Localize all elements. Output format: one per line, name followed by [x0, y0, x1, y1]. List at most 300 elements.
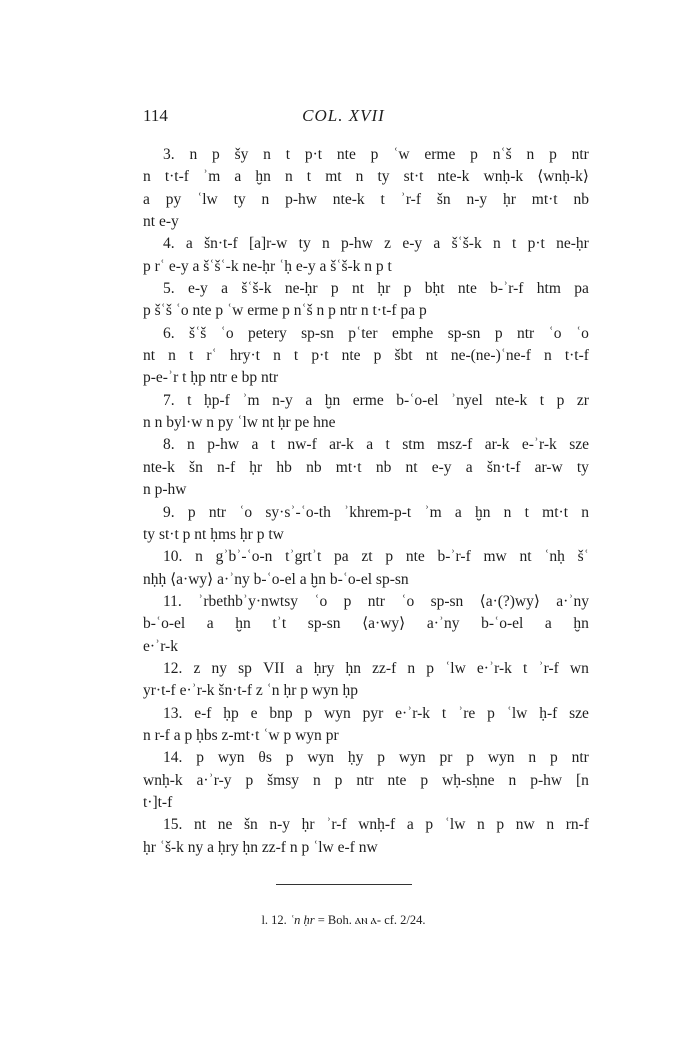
word: p — [470, 146, 478, 163]
word: e·ʾr-k — [476, 659, 512, 677]
word: n — [543, 347, 552, 365]
word: e·ʾr-k — [179, 682, 215, 700]
word: erme — [424, 146, 456, 163]
word: t — [524, 503, 529, 521]
paragraph-start-line — [143, 546, 589, 568]
word: šbt — [394, 347, 413, 365]
running-head: COL. XVII — [302, 106, 385, 125]
word: ar-w — [534, 458, 563, 476]
word: wnḥ-k — [143, 771, 183, 789]
word: p — [285, 749, 294, 767]
word: n — [360, 302, 369, 320]
word: [a]r-w — [248, 235, 288, 253]
word: ḥy — [347, 749, 364, 767]
word: ḥbs — [196, 726, 218, 744]
word: ntr — [208, 503, 227, 521]
word: n — [189, 146, 198, 163]
word: a·ʾr-y — [196, 771, 232, 789]
word: ʿlw — [237, 414, 258, 432]
paragraph-start-line — [143, 323, 589, 345]
word: 6. — [163, 324, 175, 342]
word: n — [581, 503, 589, 521]
word: ḫn — [255, 168, 271, 186]
word: a·ʾny — [217, 570, 250, 588]
word: a — [366, 436, 374, 454]
word: a — [234, 168, 242, 186]
paragraph-start-line — [143, 814, 589, 836]
word: n — [143, 414, 151, 432]
word: 12. — [163, 659, 183, 677]
word: n — [477, 816, 485, 834]
text-line — [143, 837, 589, 859]
word: z — [384, 235, 392, 253]
word: a — [319, 257, 327, 275]
word: nw — [515, 816, 535, 834]
word: 9. — [163, 503, 175, 521]
word: ḥr — [283, 682, 297, 700]
word: n — [143, 726, 151, 744]
word: p-hw — [530, 771, 563, 789]
word: zr — [576, 391, 589, 409]
word: bḥt — [424, 280, 445, 298]
word: šʿš — [189, 324, 207, 342]
word: e-y — [158, 213, 179, 231]
word: n — [206, 414, 215, 432]
word: p — [466, 749, 474, 767]
word: ne — [217, 816, 233, 834]
word: ntr — [571, 749, 589, 767]
word: pa — [400, 302, 416, 320]
word: p — [403, 280, 412, 298]
footnote-equals: = Boh. — [317, 913, 352, 927]
word: t — [380, 190, 385, 208]
word: ḫn — [324, 391, 341, 409]
word: rn-f — [565, 816, 589, 834]
word: ntr — [516, 324, 535, 342]
word: e-ʾr-k — [521, 436, 557, 454]
word: n — [187, 436, 195, 454]
word: ntr — [339, 302, 357, 320]
word: t — [293, 347, 299, 365]
paragraph-start-line — [143, 278, 589, 300]
word: ʿnḥ — [544, 548, 565, 566]
text-line — [143, 770, 589, 792]
text-line — [143, 613, 589, 635]
word: n — [503, 503, 512, 521]
word: e-y — [187, 280, 208, 298]
word: 8. — [163, 436, 175, 454]
word: ʿw — [263, 726, 280, 744]
word: wyn — [398, 749, 426, 767]
word: p·t — [527, 235, 545, 253]
word: a — [454, 503, 462, 521]
word: a — [299, 570, 307, 588]
word: n — [263, 146, 271, 163]
word: wyn — [217, 749, 245, 767]
word: p — [420, 771, 429, 789]
word: n — [154, 414, 163, 432]
word: ḥ-f — [539, 704, 558, 722]
word: n — [143, 481, 151, 499]
word: nte-k — [332, 190, 365, 208]
word: t·t-f — [372, 302, 397, 320]
word: t — [187, 391, 192, 409]
word: ḥp — [190, 369, 206, 387]
word: erme — [247, 302, 279, 320]
word: rʿ — [154, 257, 165, 275]
word: e-y — [295, 257, 316, 275]
word: n — [168, 347, 176, 365]
word: p — [300, 682, 308, 700]
word: ʿlw — [313, 838, 334, 856]
word: p — [373, 347, 382, 365]
word: p-e-ʾr — [143, 369, 179, 387]
word: 15. — [163, 816, 183, 834]
word: ʿo — [401, 592, 415, 610]
word: a·ʾny — [556, 592, 589, 610]
word: ḥr — [301, 816, 315, 834]
word: ḫn — [310, 570, 326, 588]
word: nte-k — [437, 168, 470, 186]
word: e-f — [194, 704, 212, 722]
word: e-y — [402, 235, 423, 253]
word: p — [426, 659, 434, 677]
word: b-ʿo-el — [396, 391, 439, 409]
word: n — [364, 257, 373, 275]
word: ⟨a·wy⟩ — [362, 615, 406, 633]
word: p — [187, 503, 196, 521]
word: ḥr — [277, 414, 291, 432]
word: ne-ḥr — [242, 257, 276, 275]
word: n — [195, 548, 203, 566]
word: a — [185, 235, 193, 253]
word: n-y — [269, 816, 291, 834]
word: ḫn — [474, 503, 491, 521]
footnote-coptic: ⲁⲛ ⲁ- — [354, 913, 382, 927]
word: hry·t — [229, 347, 260, 365]
word: ḥms — [210, 525, 237, 543]
word: t — [387, 257, 392, 275]
word: 4. — [163, 235, 175, 253]
word: a — [251, 436, 259, 454]
word: nw-f — [287, 436, 317, 454]
word: sp-sn — [375, 570, 409, 588]
footnote — [0, 913, 687, 928]
word: nt — [519, 548, 532, 566]
word: ʿw — [393, 146, 410, 163]
word: pa — [334, 548, 349, 566]
word: t·]t-f — [143, 793, 173, 811]
word: nt — [425, 347, 438, 365]
word: z — [255, 682, 263, 700]
word: a — [173, 726, 181, 744]
word: šʿšʿ-k — [203, 257, 239, 275]
word: p — [143, 257, 151, 275]
word: p — [334, 771, 343, 789]
word: st·t — [158, 525, 179, 543]
word: ḥry — [313, 659, 335, 677]
word: ⟨a·wy⟩ — [170, 570, 214, 588]
word: ʿlw — [444, 816, 466, 834]
word: pʿter — [348, 324, 378, 342]
word: nt — [351, 280, 365, 298]
word: ʾm — [424, 503, 442, 521]
word: n — [289, 838, 298, 856]
word: ʿlw — [445, 659, 466, 677]
word: ḫn — [235, 615, 251, 633]
paragraph-start-line — [143, 434, 589, 456]
text-line — [143, 680, 589, 702]
word: p-hw — [341, 235, 373, 253]
text-line — [143, 367, 589, 389]
word: ḥr — [239, 525, 253, 543]
word: b-ʿo-el — [481, 615, 524, 633]
text-line — [143, 636, 589, 658]
word: ʿo — [575, 324, 589, 342]
word: sy·sʾ-ʿo-th — [265, 503, 331, 521]
word: r-f — [154, 726, 170, 744]
word: t — [523, 659, 528, 677]
word: ḫn — [573, 615, 589, 633]
word: nḥḥ — [143, 570, 167, 588]
word: nte — [341, 347, 361, 365]
word: wyn — [295, 726, 322, 744]
word: nte-k — [495, 391, 528, 409]
word: e-f — [337, 838, 355, 856]
word: VII — [263, 659, 285, 677]
word: ʿlw — [197, 190, 218, 208]
text-line — [143, 412, 589, 434]
word: py — [165, 190, 182, 208]
word: n — [261, 190, 270, 208]
word: ty — [143, 525, 156, 543]
word: t — [441, 704, 447, 722]
word: py — [217, 414, 234, 432]
word: nb — [573, 190, 589, 208]
word: n — [546, 816, 555, 834]
word: t — [385, 436, 390, 454]
word: nte — [387, 771, 407, 789]
word: p-hw — [154, 481, 187, 499]
word: n — [312, 771, 321, 789]
text-line — [143, 479, 589, 501]
word: šn·t-f — [486, 458, 521, 476]
word: ḥr — [143, 838, 156, 856]
word: ty — [298, 235, 311, 253]
text-line — [143, 256, 589, 278]
word: stm — [402, 436, 425, 454]
word: nt — [405, 458, 418, 476]
word: 11. — [163, 592, 182, 610]
word: ḥry — [217, 838, 239, 856]
word: nt — [143, 213, 156, 231]
word: zz-f — [261, 838, 286, 856]
word: p-hw — [285, 190, 317, 208]
word: nt — [261, 414, 274, 432]
word: sze — [569, 704, 589, 722]
word: yr·t-f — [143, 682, 176, 700]
word: ḥr — [503, 190, 516, 208]
paragraph-start-line — [143, 703, 589, 725]
word: pyr — [362, 704, 384, 722]
word: e — [230, 369, 238, 387]
word: mt — [325, 168, 342, 186]
word: ḥp — [223, 704, 239, 722]
word: sp-sn — [301, 324, 334, 342]
text-line — [143, 345, 589, 367]
word: b-ʿo-el — [253, 570, 296, 588]
word: p — [196, 749, 204, 767]
word: b-ʾr-f — [437, 548, 471, 566]
word: ʾnyel — [450, 391, 483, 409]
word: n — [273, 347, 281, 365]
word: zt — [361, 548, 373, 566]
word: zz-f — [372, 659, 397, 677]
word: nb — [375, 458, 392, 476]
word: nw — [358, 838, 378, 856]
word: wyn — [324, 704, 351, 722]
paragraph-start-line — [143, 747, 589, 769]
word: 10. — [163, 548, 183, 566]
word: sp-sn — [447, 324, 481, 342]
word: gʾbʾ-ʿo-n — [215, 548, 273, 566]
text-line — [143, 725, 589, 747]
page-number: 114 — [143, 106, 168, 125]
word: nte-k — [143, 458, 175, 476]
word: mw — [483, 548, 507, 566]
paragraph-start-line — [143, 591, 589, 613]
word: n — [284, 168, 293, 186]
word: ntr — [356, 771, 374, 789]
word: nte — [457, 280, 477, 298]
word: p — [143, 302, 151, 320]
word: ty — [233, 190, 246, 208]
word: n — [508, 771, 517, 789]
word: sp — [238, 659, 252, 677]
word: ar-k — [329, 436, 354, 454]
word: pa — [574, 280, 589, 298]
footnote-prefix: l. 12. — [261, 913, 287, 927]
word: ʿn — [266, 682, 280, 700]
word: ⟨a·(?)wy⟩ — [479, 592, 540, 610]
word: e·ʾr-k — [143, 637, 178, 655]
footnote-cf: cf. 2/24. — [384, 913, 426, 927]
word: e-y — [168, 257, 189, 275]
word: šn — [243, 816, 258, 834]
word: n — [528, 749, 537, 767]
word: a — [544, 615, 552, 633]
word: šʿš — [154, 302, 172, 320]
word: n — [407, 659, 416, 677]
word: ne-ḥr — [556, 235, 589, 253]
word: p — [550, 749, 558, 767]
word: p — [328, 302, 336, 320]
text-line — [143, 300, 589, 322]
word: a — [206, 615, 214, 633]
text-line — [143, 569, 589, 591]
word: ʾrbethbʾy·nwtsy — [198, 592, 299, 610]
text-line — [143, 792, 589, 814]
word: ntr — [367, 592, 385, 610]
word: šʿš-k — [330, 257, 361, 275]
word: n-y — [272, 391, 293, 409]
word: n-f — [217, 458, 236, 476]
word: p — [377, 749, 386, 767]
word: nʿš — [293, 302, 313, 320]
text-line — [143, 457, 589, 479]
word: pr — [325, 726, 339, 744]
word: šy — [234, 146, 249, 163]
word: n-y — [466, 190, 488, 208]
paragraph-start-line — [143, 502, 589, 524]
word: z-mt·t — [221, 726, 260, 744]
word: tw — [268, 525, 284, 543]
word: p — [494, 324, 503, 342]
word: petery — [248, 324, 287, 342]
word: wnḥ-f — [358, 816, 396, 834]
word: htm — [536, 280, 561, 298]
word: ʿo — [548, 324, 562, 342]
paragraph-start-line — [143, 144, 589, 166]
word: ʾm — [203, 168, 221, 186]
word: nt — [194, 525, 207, 543]
word: a — [433, 235, 441, 253]
word: e — [250, 704, 258, 722]
word: b-ʿo-el — [329, 570, 373, 588]
word: byl·w — [166, 414, 203, 432]
word: t·t-f — [164, 168, 189, 186]
word: t — [182, 369, 187, 387]
word: p — [182, 525, 191, 543]
word: ar-k — [484, 436, 510, 454]
word: p·t — [304, 146, 323, 163]
word: nte — [405, 548, 425, 566]
word: p — [184, 726, 193, 744]
word: ʾr-f — [326, 816, 347, 834]
word: šn·t-f — [218, 682, 252, 700]
word: ʿš-k — [159, 838, 184, 856]
word: 3. — [163, 146, 175, 163]
word: p — [375, 257, 384, 275]
word: ntr — [260, 369, 279, 387]
word: šʿš-k — [241, 280, 272, 298]
text-line — [143, 189, 589, 211]
word: ty — [576, 458, 589, 476]
paragraph-start-line — [143, 233, 589, 255]
word: sp-sn — [430, 592, 464, 610]
word: n — [526, 146, 535, 163]
word: t — [539, 391, 545, 409]
word: t — [512, 235, 517, 253]
word: mt·t — [531, 190, 558, 208]
word: a·ʾny — [426, 615, 460, 633]
word: emphe — [391, 324, 434, 342]
word: ntr — [209, 369, 227, 387]
word: ne-ḥr — [284, 280, 318, 298]
word: a — [207, 838, 215, 856]
word: e·ʾr-k — [395, 704, 431, 722]
word: p-hw — [207, 436, 240, 454]
word: nb — [306, 458, 322, 476]
word: p — [556, 391, 565, 409]
word: ʿlw — [506, 704, 528, 722]
word: wyn — [307, 749, 335, 767]
word: ʾr-f — [400, 190, 421, 208]
main-text — [143, 144, 589, 859]
word: t — [306, 168, 312, 186]
word: a — [465, 458, 473, 476]
word: ḥn — [345, 659, 362, 677]
